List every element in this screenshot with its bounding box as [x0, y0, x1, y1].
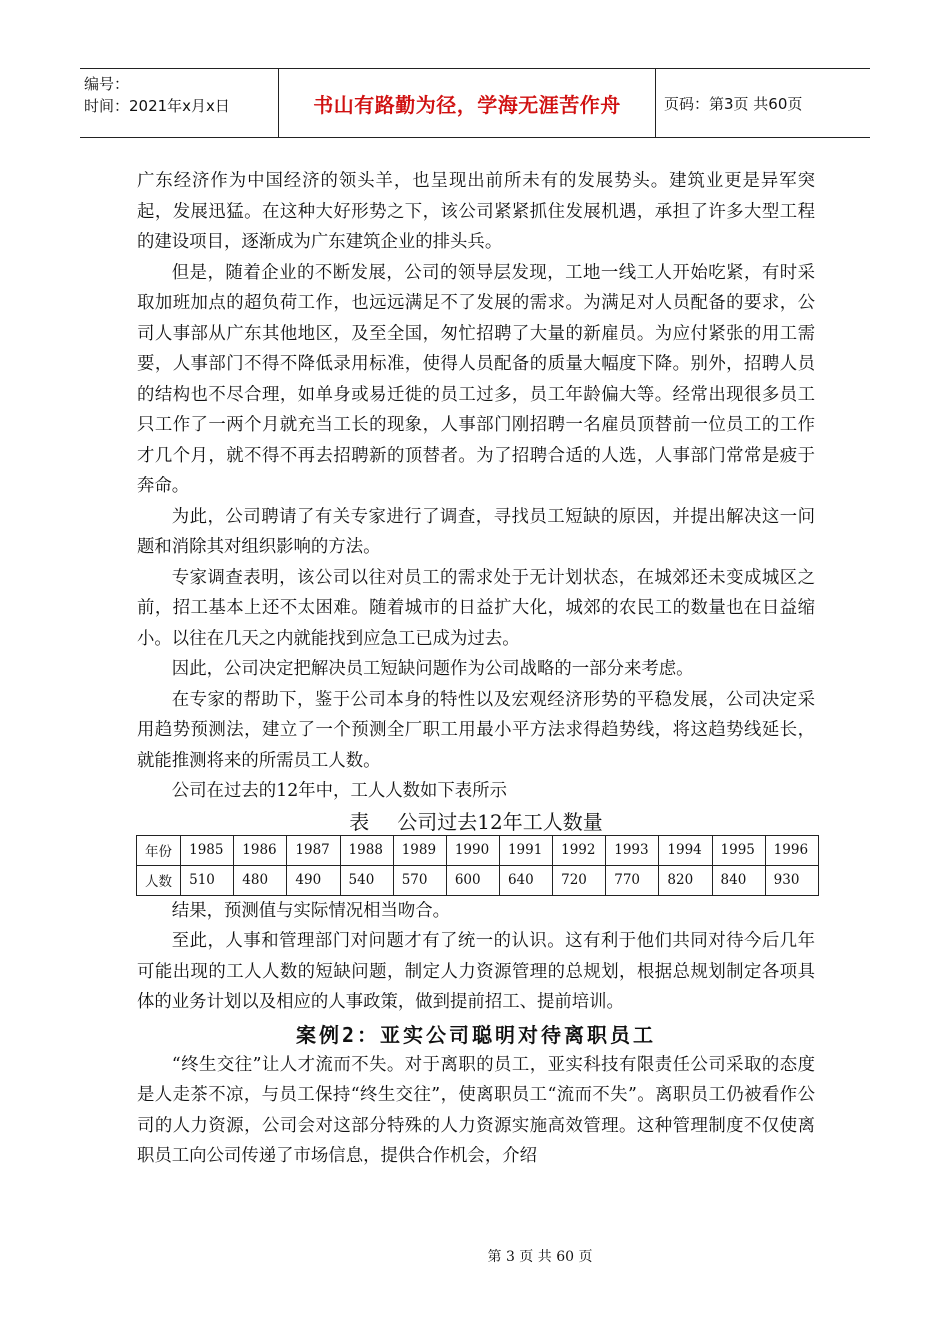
table-cell: 1996 [765, 835, 818, 865]
table-cell: 510 [181, 865, 234, 895]
table-cell: 930 [765, 865, 818, 895]
table-title-text: 公司过去12年工人数量 [397, 809, 603, 834]
paragraph: 结果，预测值与实际情况相当吻合。 [171, 900, 451, 921]
header-code: 编号： [84, 75, 130, 93]
page-footer: 第 3 页 共 60 页 [487, 1249, 593, 1265]
table-cell: 1989 [393, 835, 446, 865]
header-motto: 书山有路勤为径，学海无涯苦作舟 [279, 69, 656, 137]
table-cell: 770 [606, 865, 659, 895]
document-body [137, 166, 815, 1172]
header-page-info: 页码：第3页 共60页 [664, 94, 803, 113]
table-cell: 600 [446, 865, 499, 895]
table-cell: 1993 [606, 835, 659, 865]
case-title: 案例2：亚实公司聪明对待离职员工 [295, 1022, 657, 1047]
table-row [137, 865, 819, 895]
table-cell: 1991 [499, 835, 552, 865]
table-cell: 1985 [181, 835, 234, 865]
table-title [137, 809, 815, 835]
table-cell: 840 [712, 865, 765, 895]
table-cell: 1990 [446, 835, 499, 865]
table-cell: 1994 [659, 835, 712, 865]
paragraph: 专家调查表明，该公司以往对员工的需求处于无计划状态，在城郊还未变成城区之前，招工基本上还不太困难。随着城市的日益扩大化，城郊的农民工的数量也在日益缩小。以往在几天之内就能找到应急工已成为过去。 [137, 567, 815, 649]
table-cell: 820 [659, 865, 712, 895]
table-cell: 1986 [234, 835, 287, 865]
table-cell: 540 [340, 865, 393, 895]
paragraph: 广东经济作为中国经济的领头羊，也呈现出前所未有的发展势头。建筑业更是异军突起，发展迅猛。在这种大好形势之下，该公司紧紧抓住发展机遇，承担了许多大型工程的建设项目，逐渐成为广东建筑企业的排头兵。 [137, 171, 815, 252]
table-row [137, 835, 819, 865]
table-cell: 1995 [712, 835, 765, 865]
paragraph: 为此，公司聘请了有关专家进行了调查，寻找员工短缺的原因，并提出解决这一问题和消除其对组织影响的方法。 [137, 506, 815, 557]
table-cell: 570 [393, 865, 446, 895]
paragraph: “终生交往”让人才流而不失。对于离职的员工，亚实科技有限责任公司采取的态度是人走茶不凉，与员工保持“终生交往”，使离职员工“流而不失”。离职员工仍被看作公司的人力资源，公司会对这部分特殊的人力资源实施高效管理。这种管理制度不仅使离职员工向公司传递了市场信息，提供合作机会，介绍 [137, 1054, 815, 1166]
table-cell: 1987 [287, 835, 340, 865]
table-cell: 1988 [340, 835, 393, 865]
paragraph: 在专家的帮助下，鉴于公司本身的特性以及宏观经济形势的平稳发展，公司决定采用趋势预测法，建立了一个预测全厂职工用最小平方法求得趋势线，将这趋势线延长，就能推测将来的所需员工人数。 [137, 689, 815, 771]
table-title-prefix: 表 [349, 809, 370, 834]
header-time: 时间：2021年x月x日 [84, 97, 230, 115]
table-cell: 480 [234, 865, 287, 895]
paragraph: 因此，公司决定把解决员工短缺问题作为公司战略的一部分来考虑。 [171, 659, 694, 679]
paragraph: 但是，随着企业的不断发展，公司的领导层发现，工地一线工人开始吃紧，有时采取加班加点的超负荷工作，也远远满足不了发展的需求。为满足对人员配备的要求，公司人事部从广东其他地区，及至全国，匆忙招聘了大量的新雇员。为应付紧张的用工需要，人事部门不得不降低录用标准，使得人员配备的质量大幅度下降。别外，招聘人员的结构也不尽合理，如单身或易迁徙的员工过多，员工年龄偏大等。经常出现很多员工只工作了一两个月就充当工长的现象，人事部门刚招聘一名雇员顶替前一位员工的工作才几个月，就不得不再去招聘新的顶替者。为了招聘合适的人选，人事部门常常是疲于奔命。 [137, 262, 815, 496]
table-cell: 490 [287, 865, 340, 895]
table-cell: 年份 [137, 835, 181, 865]
workers-table [136, 835, 819, 896]
table-cell: 1992 [553, 835, 606, 865]
paragraph: 公司在过去的12年中，工人人数如下表所示 [171, 781, 507, 801]
page-header [80, 68, 870, 138]
table-cell: 720 [553, 865, 606, 895]
header-meta [80, 69, 279, 137]
table-cell: 640 [499, 865, 552, 895]
table-cell: 人数 [137, 865, 181, 895]
paragraph: 至此，人事和管理部门对问题才有了统一的认识。这有利于他们共同对待今后几年可能出现的工人人数的短缺问题，制定人力资源管理的总规划，根据总规划制定各项具体的业务计划以及相应的人事政策，做到提前招工、提前培训。 [137, 931, 815, 1012]
